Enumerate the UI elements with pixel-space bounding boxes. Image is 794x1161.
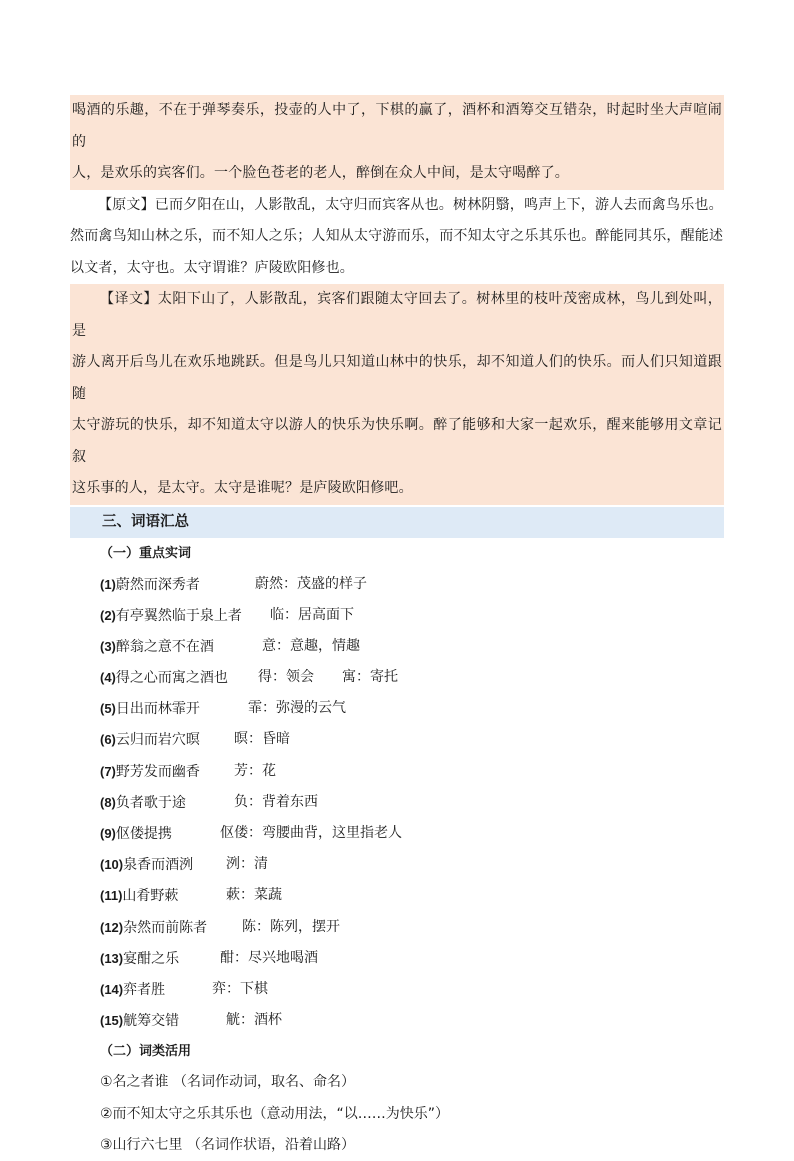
text-line: 然而禽鸟知山林之乐，而不知人之乐；人知从太守游而乐，而不知太守之乐其乐也。醉能同其乐，醒能述 [70, 228, 724, 244]
vocab-item [70, 974, 724, 1005]
vocab-definition: 弈：下棋 [212, 980, 268, 997]
usage-item: ③山行六七里 （名词作状语，沿着山路） [100, 1136, 355, 1153]
vocab-item [70, 693, 724, 724]
vocab-item [70, 600, 724, 631]
vocab-phrase: 泉香而酒洌 [123, 857, 194, 874]
vocab-phrase: 云归而岩穴暝 [115, 732, 200, 749]
vocab-phrase: 有亭翼然临于泉上者 [115, 607, 242, 624]
vocab-definition: 意：意趣，情趣 [262, 637, 360, 654]
text-line: 人，是欢乐的宾客们。一个脸色苍老的老人，醉倒在众人中间，是太守喝醉了。 [72, 165, 569, 181]
vocab-item [70, 849, 724, 880]
vocab-number: (13) [100, 950, 124, 966]
vocab-definition: 霏：弥漫的云气 [248, 700, 346, 717]
text-line: 以文者，太守也。太守谓谁？庐陵欧阳修也。 [70, 259, 354, 276]
original-paragraph [70, 190, 724, 285]
vocab-phrase: 觥筹交错 [123, 1013, 180, 1030]
text-line: 喝酒的乐趣，不在于弹琴奏乐，投壶的人中了，下棋的赢了，酒杯和酒筹交互错杂，时起时坐大声喧闹的 [72, 102, 722, 150]
vocab-number: (1) [100, 576, 116, 592]
vocab-definition: 酣：尽兴地喝酒 [220, 949, 318, 966]
text-line: 【译文】太阳下山了，人影散乱，宾客们跟随太守回去了。树林里的枝叶茂密成林，鸟儿到处叫，是 [72, 291, 722, 339]
vocab-definition: 暝：昏暗 [234, 731, 290, 748]
translation-paragraph [70, 284, 724, 505]
vocab-phrase: 得之心而寓之酒也 [115, 670, 228, 687]
text-line: 【原文】已而夕阳在山，人影散乱，太守归而宾客从也。树林阴翳，鸣声上下，游人去而禽鸟乐也。 [98, 196, 723, 213]
vocab-item [70, 631, 724, 662]
vocab-phrase: 宴酣之乐 [123, 950, 180, 967]
vocab-item [70, 787, 724, 818]
vocab-definition: 觥：酒杯 [226, 1012, 282, 1029]
vocab-number: (9) [100, 826, 116, 841]
vocab-definition: 洌：清 [226, 856, 268, 873]
vocab-number: (5) [100, 701, 116, 717]
document-page [70, 95, 724, 1161]
vocab-number: (3) [100, 638, 116, 654]
vocab-phrase: 弈者胜 [123, 981, 166, 998]
section-title: 三、词语汇总 [70, 507, 724, 538]
usage-item: ①名之者谁 （名词作动词，取名、命名） [100, 1074, 355, 1091]
usage-item: ②而不知太守之乐其乐也（意动用法，“以……为快乐”） [100, 1105, 450, 1122]
vocab-item [70, 818, 724, 849]
word-class-usage-heading: （二）词类活用 [100, 1044, 192, 1060]
vocab-number: (6) [100, 732, 116, 748]
vocab-number: (2) [100, 607, 116, 623]
vocab-phrase: 负者歌于途 [115, 794, 186, 811]
vocab-phrase: 伛偻提携 [115, 826, 172, 842]
vocab-phrase: 日出而林霏开 [115, 701, 200, 718]
vocab-phrase: 蔚然而深秀者 [115, 576, 200, 593]
vocab-phrase: 杂然而前陈者 [123, 919, 208, 936]
vocab-definition: 负：背着东西 [234, 793, 318, 810]
notional-words-heading: （一）重点实词 [100, 545, 192, 561]
vocab-phrase: 野芳发而幽香 [115, 763, 200, 780]
text-line: 这乐事的人，是太守。太守是谁呢？是庐陵欧阳修吧。 [72, 480, 413, 496]
vocab-item [70, 943, 724, 974]
vocab-phrase: 醉翁之意不在酒 [115, 638, 214, 655]
translation-paragraph-top [70, 95, 724, 190]
vocab-item [70, 756, 724, 787]
text-line: 太守游玩的快乐，却不知道太守以游人的快乐为快乐啊。醉了能够和大家一起欢乐，醒来能够用文章记叙 [72, 417, 722, 465]
vocab-number: (8) [100, 794, 116, 810]
vocab-definition: 蔌：菜蔬 [226, 887, 282, 904]
vocab-list [70, 569, 724, 1037]
vocab-item [70, 724, 724, 755]
vocab-item [70, 880, 724, 911]
vocab-item [70, 1005, 724, 1036]
vocab-definition: 陈：陈列，摆开 [242, 918, 340, 935]
vocab-item [70, 912, 724, 943]
vocab-definition: 伛偻：弯腰曲背，这里指老人 [220, 825, 402, 841]
usage-list [70, 1067, 724, 1161]
vocab-definition: 临：居高面下 [270, 606, 354, 623]
vocab-number: (4) [100, 670, 116, 686]
vocab-number: (14) [100, 981, 124, 997]
vocab-definition: 蔚然：茂盛的样子 [255, 575, 367, 592]
vocab-number: (12) [100, 919, 124, 935]
vocab-number: (7) [100, 763, 116, 779]
text-line: 游人离开后鸟儿在欢乐地跳跃。但是鸟儿只知道山林中的快乐，却不知道人们的快乐。而人们只知道跟随 [72, 354, 722, 402]
vocab-phrase: 山肴野蔌 [122, 888, 179, 905]
vocab-item [70, 569, 724, 600]
vocab-item [70, 662, 724, 693]
vocab-definition: 得：领会 寓：寄托 [258, 669, 398, 686]
vocab-number: (15) [100, 1013, 124, 1029]
vocab-number: (11) [100, 888, 123, 904]
vocab-definition: 芳：花 [234, 762, 276, 779]
vocab-number: (10) [100, 857, 124, 873]
